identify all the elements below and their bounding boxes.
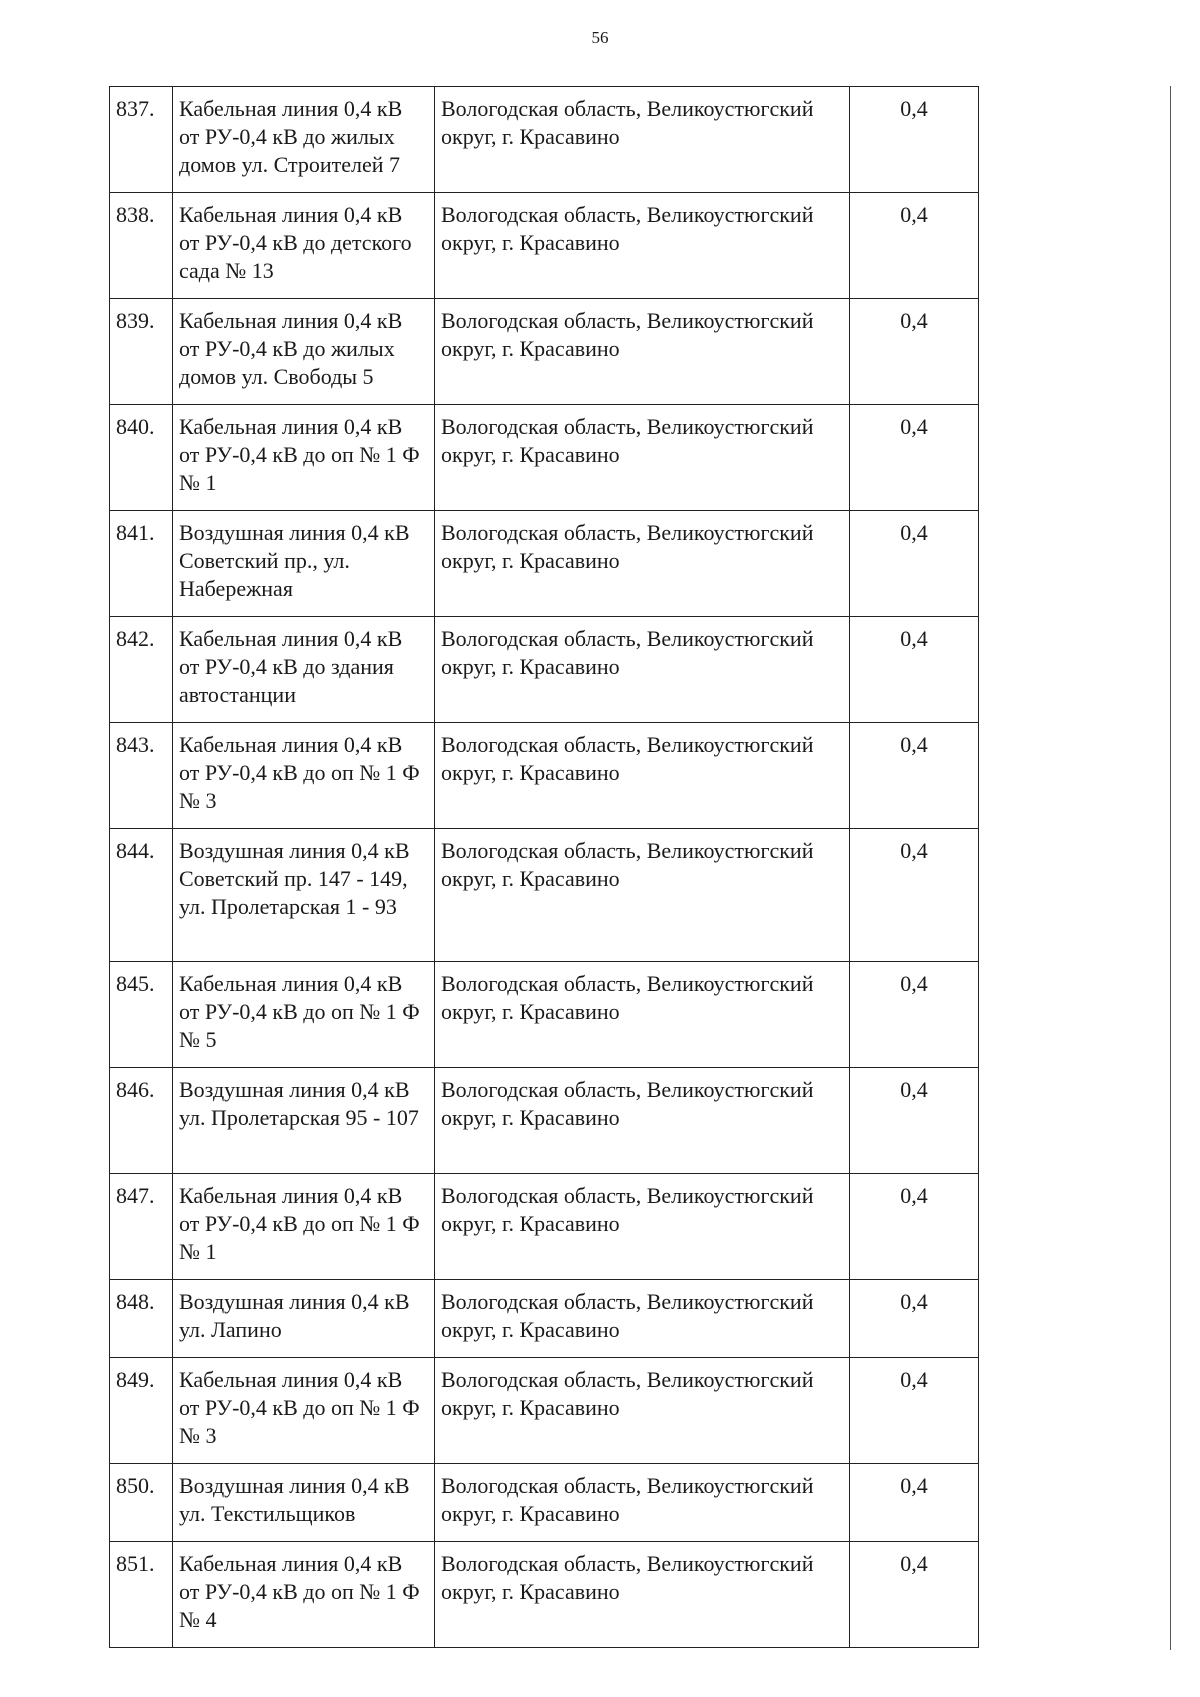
- location: Вологодская область, Великоустюгский округ, г. Красавино: [435, 1542, 850, 1648]
- row-number: 847.: [110, 1174, 173, 1280]
- table-row: [110, 511, 979, 617]
- table-row: [110, 723, 979, 829]
- table-row: [110, 617, 979, 723]
- row-number: 840.: [110, 405, 173, 511]
- voltage: 0,4: [850, 829, 979, 962]
- line-name: Кабельная линия 0,4 кВ от РУ-0,4 кВ до оп № 1 Ф № 3: [173, 723, 435, 829]
- line-name: Воздушная линия 0,4 кВ ул. Пролетарская 95 - 107: [173, 1068, 435, 1174]
- voltage: 0,4: [850, 511, 979, 617]
- voltage: 0,4: [850, 1542, 979, 1648]
- voltage: 0,4: [850, 1358, 979, 1464]
- registry-table: [109, 86, 979, 1648]
- voltage: 0,4: [850, 962, 979, 1068]
- line-name: Кабельная линия 0,4 кВ от РУ-0,4 кВ до жилых домов ул. Строителей 7: [173, 87, 435, 193]
- line-name: Воздушная линия 0,4 кВ ул. Текстильщиков: [173, 1464, 435, 1542]
- voltage: 0,4: [850, 617, 979, 723]
- line-name: Кабельная линия 0,4 кВ от РУ-0,4 кВ до оп № 1 Ф № 1: [173, 1174, 435, 1280]
- location: Вологодская область, Великоустюгский округ, г. Красавино: [435, 962, 850, 1068]
- row-number: 842.: [110, 617, 173, 723]
- location: Вологодская область, Великоустюгский округ, г. Красавино: [435, 299, 850, 405]
- voltage: 0,4: [850, 1464, 979, 1542]
- voltage: 0,4: [850, 723, 979, 829]
- voltage: 0,4: [850, 1068, 979, 1174]
- table-row: [110, 1280, 979, 1358]
- table-row: [110, 87, 979, 193]
- table-row: [110, 1174, 979, 1280]
- location: Вологодская область, Великоустюгский округ, г. Красавино: [435, 723, 850, 829]
- table-row: [110, 405, 979, 511]
- row-number: 845.: [110, 962, 173, 1068]
- line-name: Кабельная линия 0,4 кВ от РУ-0,4 кВ до оп № 1 Ф № 3: [173, 1358, 435, 1464]
- location: Вологодская область, Великоустюгский округ, г. Красавино: [435, 1068, 850, 1174]
- line-name: Воздушная линия 0,4 кВ ул. Лапино: [173, 1280, 435, 1358]
- row-number: 844.: [110, 829, 173, 962]
- line-name: Кабельная линия 0,4 кВ от РУ-0,4 кВ до детского сада № 13: [173, 193, 435, 299]
- line-name: Кабельная линия 0,4 кВ от РУ-0,4 кВ до оп № 1 Ф № 4: [173, 1542, 435, 1648]
- line-name: Кабельная линия 0,4 кВ от РУ-0,4 кВ до здания автостанции: [173, 617, 435, 723]
- line-name: Кабельная линия 0,4 кВ от РУ-0,4 кВ до оп № 1 Ф № 5: [173, 962, 435, 1068]
- row-number: 849.: [110, 1358, 173, 1464]
- line-name: Кабельная линия 0,4 кВ от РУ-0,4 кВ до оп № 1 Ф № 1: [173, 405, 435, 511]
- location: Вологодская область, Великоустюгский округ, г. Красавино: [435, 193, 850, 299]
- voltage: 0,4: [850, 1174, 979, 1280]
- location: Вологодская область, Великоустюгский округ, г. Красавино: [435, 511, 850, 617]
- table-row: [110, 299, 979, 405]
- line-name: Воздушная линия 0,4 кВ Советский пр. 147 - 149, ул. Пролетарская 1 - 93: [173, 829, 435, 962]
- location: Вологодская область, Великоустюгский округ, г. Красавино: [435, 829, 850, 962]
- table-row: [110, 1068, 979, 1174]
- voltage: 0,4: [850, 1280, 979, 1358]
- row-number: 838.: [110, 193, 173, 299]
- row-number: 839.: [110, 299, 173, 405]
- table-row: [110, 1542, 979, 1648]
- row-number: 850.: [110, 1464, 173, 1542]
- line-name: Кабельная линия 0,4 кВ от РУ-0,4 кВ до жилых домов ул. Свободы 5: [173, 299, 435, 405]
- table-row: [110, 1358, 979, 1464]
- row-number: 843.: [110, 723, 173, 829]
- line-name: Воздушная линия 0,4 кВ Советский пр., ул. Набережная: [173, 511, 435, 617]
- table-row: [110, 1464, 979, 1542]
- location: Вологодская область, Великоустюгский округ, г. Красавино: [435, 405, 850, 511]
- voltage: 0,4: [850, 405, 979, 511]
- page-number: 56: [591, 28, 609, 47]
- voltage: 0,4: [850, 193, 979, 299]
- row-number: 846.: [110, 1068, 173, 1174]
- table-row: [110, 193, 979, 299]
- row-number: 848.: [110, 1280, 173, 1358]
- voltage: 0,4: [850, 299, 979, 405]
- location: Вологодская область, Великоустюгский округ, г. Красавино: [435, 1464, 850, 1542]
- row-number: 841.: [110, 511, 173, 617]
- location: Вологодская область, Великоустюгский округ, г. Красавино: [435, 1280, 850, 1358]
- row-number: 851.: [110, 1542, 173, 1648]
- table-row: [110, 829, 979, 962]
- location: Вологодская область, Великоустюгский округ, г. Красавино: [435, 1358, 850, 1464]
- voltage: 0,4: [850, 87, 979, 193]
- table-row: [110, 962, 979, 1068]
- row-number: 837.: [110, 87, 173, 193]
- location: Вологодская область, Великоустюгский округ, г. Красавино: [435, 87, 850, 193]
- right-margin-rule: [1170, 86, 1171, 1650]
- location: Вологодская область, Великоустюгский округ, г. Красавино: [435, 617, 850, 723]
- location: Вологодская область, Великоустюгский округ, г. Красавино: [435, 1174, 850, 1280]
